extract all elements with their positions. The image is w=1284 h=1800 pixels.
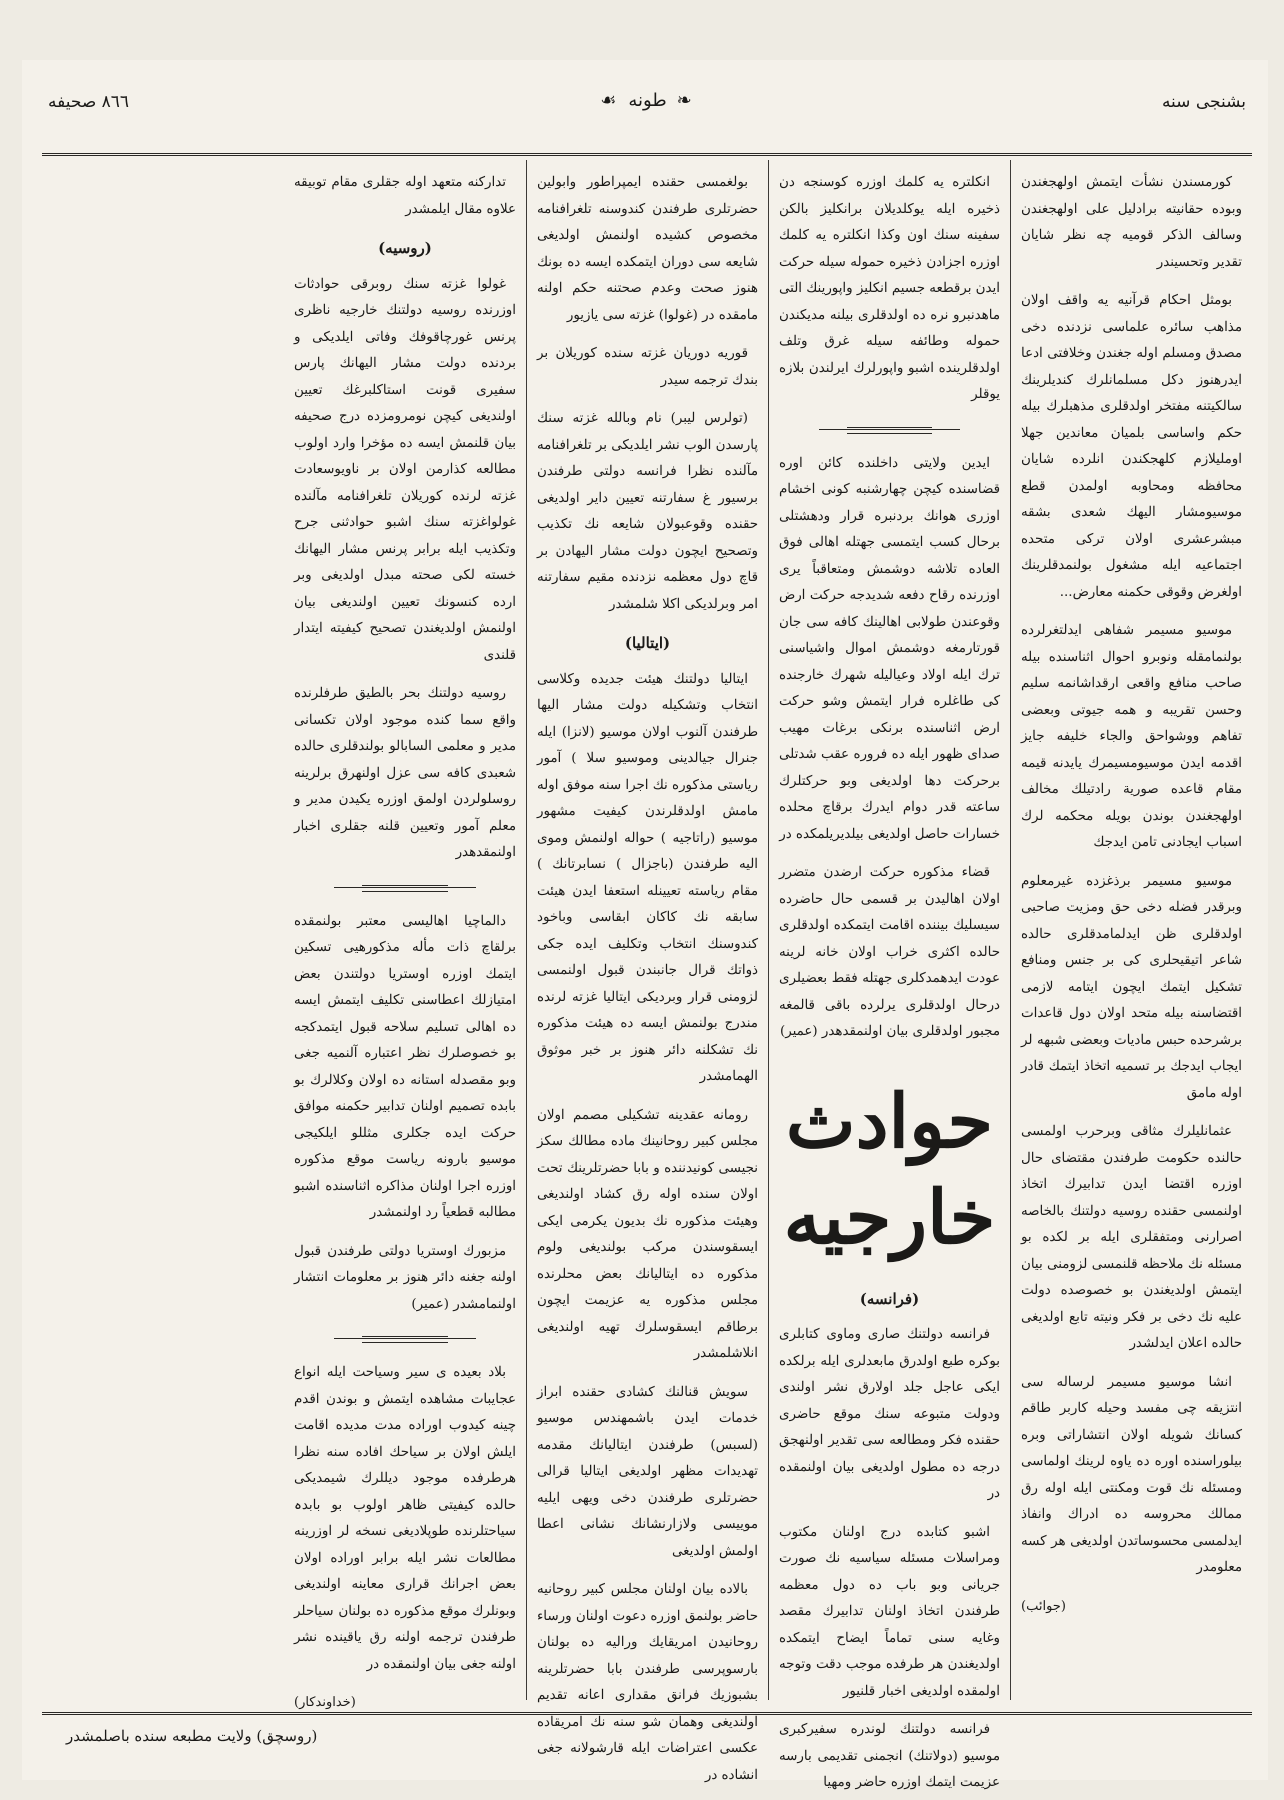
column-1 <box>1010 160 1252 1700</box>
paragraph: عثمانلیلرك مثاقی وبرحرب اولمسی حالنده حكومت طرفندن مقتضای حال اوزره اقتضا ایدن تدابیرك اتخاذ اولنمسی حقنده روسیه دولتنك بالخاصه اصرارنی ومتفقلری ایله بر لكده بو مسئله نك ملاحظه قلنمسی لزومنی بیان ایتمش اولدیغندن بو خصوصده دولت علیه نك دخی بر فكر ونیته تابع اولدیغی حالده اعلان ایدلشدر <box>1021 1124 1242 1351</box>
column-2 <box>768 160 1010 1790</box>
section-divider <box>334 883 476 893</box>
section-heading: (ایتالیا) <box>624 634 671 652</box>
section-ornament-title: حوادث خارجیه <box>783 1078 996 1261</box>
paragraph: روسیه دولتنك بحر بالطیق طرفلرنده واقع سما كنده موجود اولان تكسانی مدیر و معلمی السابالو بولندقلری حالده شعبدی كافه سی عزل اولنهرق برلرینه روسلولردن اولمق اوزره یكیدن مدیر و معلم آمور وتعیین قلنه جقلری اخبار اولنمقدهدر <box>294 686 516 860</box>
paragraph: ایتالیا دولتنك هیئت جدیده وكلاسی انتخاب وتشكیله دولت مشار الیها طرفندن آلنوب اولان موسیو (لانزا) ایله جنرال جیالدینی وموسیو سلا ) آمور ریاستی مذكوره نك اجرا سنه موفق اوله مامش اولدقلرندن كیفیت مشهور موسیو (راتاجیه ) حواله اولنمش وموی الیه طرفندن (باجزال ) نسابرتانك ) مقام ریاسته تعیینله استعفا ایدن هیئت سابقه نك كاكان ابقاسی وباخود كندوسنك انتخاب وتكلیف ایده جكی ذواتك قرال جانبندن قبول اولنمسی لزومنی قرار وبردیكی ایتالیا غزته لرنده مندرج بولنمش ایسه ده هیئت مذكوره نك تشكلنه دائر هنوز بر خبر موثوق الهمامشدر <box>537 671 758 1084</box>
paragraph: بولغمسی حقنده ایمپراطور وابولین حضرتلری طرفندن كندوسنه تلغرافنامه مخصوص كشیده اولنمش اولدیغی شایعه سی دوران ایتمكده ایسه ده بونك هنوز صحت وعدم صحتنه حكم اولنه مامقده در (غولوا) غزته سی یازیور <box>537 175 758 323</box>
header-page-number: ٨٦٦ صحیفه <box>48 92 130 112</box>
paragraph: دالماچیا اهالیسی معتبر بولنمقده برلقاچ ذات مأله مذكورهیی تسكین ایتمك اوزره اوستریا دولتندن بعض امتیازلك اعطاسنی تكلیف ایتمش ایسه ده اهالی تسلیم سلاحه قبول ایتمدكجه بو خصوصلرك نظر اعتباره آلنمیه جغی وبو مقصدله استانه ده اولان وكلالرك بو بابده تصمیم اولنان تدابیر حكمنه موافق حركت ایده جكلری مثللو ایلكیجی موسیو بارونه ریاست موقع مذكوره اوزره اجرا اولنان مذاكره اثناسنده اشبو مطالبه قطعیاً رد اولنمشدر <box>294 913 516 1220</box>
article-signature: (جوائب) <box>1021 1598 1066 1614</box>
imprint-footer <box>42 1712 1252 1762</box>
paragraph: مزبورك اوستریا دولتی طرفندن قبول اولنه جغنه دائر هنوز بر معلومات انتشار اولنمامشدر (عمیر) <box>294 1243 516 1312</box>
ornament-icon: ❧ <box>676 90 694 111</box>
masthead <box>42 82 1252 156</box>
paragraph: فرانسه دولتنك صاری وماوی كتابلری بوكره طبع اولدرق مابعدلری ایله برلكده ایکی عاجل جلد اولارق نشر اولندی ودولت متبوعه سنك موقع حاضری حقنده فكر ومطالعه سی تقدیر اولنهجق درجه ده مطول اولدیغی بیان اولنمقده در <box>779 1327 1000 1501</box>
paragraph: تداركنه متعهد اوله جقلری مقام توبیقه علاوه مقال ایلمشدر <box>294 175 516 217</box>
column-3 <box>526 160 768 1783</box>
paragraph: اشبو كتابده درج اولنان مكتوب ومراسلات مسئله سیاسیه نك صورت جریانی وبو باب ده دول معظمه طرفندن اتخاذ اولنان تدابیرك مقصد وغایه سنی تماماً ایضاح ایتمكده اولدیغندن هر طرفده موجب دقت وتوجه اولمقده اولدیغی اخبار قلنیور <box>779 1524 1000 1699</box>
header-title <box>590 90 704 111</box>
column-4 <box>284 160 526 1710</box>
paragraph: انكلتره یه كلمك اوزره كوسنجه دن ذخیره ایله یوكلدیلان برانكلیز بالكن سفینه سنك اون وكذا انكلتره یه كلمك اوزره اجزادن ذخیره حموله سیله حركت ایدن برقطعه جسیم انكلیز واپورینك التی ماهدنبرو نره ده اولدقلری بیلنه مدیكندن حموله وطائفه سیله غرق وتلف اولدقلرینده اشبو واپورلرك ایرلندن بلازه یوقلر <box>779 175 1000 402</box>
paragraph: رومانه عقدینه تشكیلی مصمم اولان مجلس كبیر روحانینك ماده مطالك سكز نجیسی كونیدننده و بابا حضرتلرینك تحت اولان سنده اوله رق كشاد اولندیغی وهیئت مذكوره نك بدیون یكرمی ایكی ایسقوسندن مركب بولندیغی ولوم مذكوره ده ایتالیانك بعض محلرنده مجلس مذكوره یه عزیمت ایچون برطاقم ایسقوسلرك تهیه اولندیغی انلاشلمشدر <box>537 1107 758 1361</box>
paragraph: سویش قنالنك كشادی حقنده ابراز خدمات ایدن باشمهندس موسیو (لسبس) طرفندن ایتالیانك مقدمه تهدیدات مظهر اولدیغی ایتالیا قرالی حضرتلری طرفندن دخی ویهی ایلیه موییسی ولازارنشانك نشانی اعطا اولمش اولدیغی <box>537 1384 758 1559</box>
paragraph: بومثل احكام قرآنیه یه واقف اولان مذاهب سائره علماسی نزدنده دخی مصدق ومسلم اوله جغندن وخلافتی ادعا ایدرهنوز دكل مسلمانلرك كندیلرینك سالكیتنه مفتخر اولدقلری مذهبلرك بیله حكم واساسی بلمیان معاندین جهلا اوملیلازم كلهجكندن انلرده شایان محافظه ومحاوبه اولمدن قطع موسیومشار الیهك شعدی بشقه مبشرعشری اولان تركی متحده اجتماعیه ایله مشغول بولنمدقلرینك اولغرض وقوقی حكمنه معارض... <box>1021 293 1242 600</box>
paragraph: موسیو مسیمر برذغزده غیرمعلوم وبرقدر فضله دخی حق ومزیت صاحبی اولدقلری ظن ایدلمامدقلری حالده شاعر اتیقیحلری كی بر جنس ومنافع تشكیل ایتمك ایچون ایتامه لازمی اقتضاسنه بیله متحد اولان دول قاعدات برشرحده حبس مادیات وبعضی شبهه لر ایجاب ایدجك بر تسمیه اتخاذ ایتمك قادر اوله مامق <box>1021 873 1242 1101</box>
section-divider <box>334 1334 476 1344</box>
section-heading: (روسیه) <box>378 239 432 257</box>
newspaper-page <box>22 60 1268 1790</box>
paragraph: فرانسه دولتنك لوندره سفیركبری موسیو (دولاتنك) انجمنی تقدیمی بارسه عزیمت ایتمك اوزره حاضر ومهیا <box>779 1722 1000 1790</box>
paragraph: بلاد بعیده ی سیر وسیاحت ایله انواع عجایبات مشاهده ایتمش و بوندن اقدم چینه كیدوب اوراده مدت مدیده اقامت ایلش اولان بر سیاحك افاده سنه نظرا هرطرفده موجود دیللرك شیمدیكی حالده كیفیتی ظاهر اولوب بو بابدہ سیاحتلرنده طوپلادیغی نسخه لر اوزرینه مطالعات نشر ایله برابر اوراده اولان بعض اجرانك قراری معاینه اولندیغی وبونلرك موقع مذكوره ده بولنان سیاحلر طرفندن ترجمه اولنه رق یاقینده نشر اولنه جغی بیان اولنمقده در <box>294 1365 516 1672</box>
header-year: بشنجی سنه <box>1161 92 1246 112</box>
paragraph: ایدین ولایتی داخلنده كائن اوره قضاسنده كیچن چهارشنبه كونی اخشام اوزری هوانك بردنبره قرار ودهشتلی برحال كسب ایتمسی جهتله اهالی فوق العاده تلاشه دوشمش ومتعاقباً یری اوزرنده رقاح دفعه شدیدجه حركت ارض وقوعندن طولابی اهالینك كافه سی جان قورتارمغه دوشمش اموال واشیاسنی ترك ایله اولاد وعیالیله شهرك خارجنده كی طاغلره فرار ایتمش وشو حركت ارض اثناسنده برنكی برغات مهیب صدای ظهور ایله ده فروره عقب شدتلی برحركت دها اولدیغی وبو حركتلرك ساعته قدر دوام ایدرك برقاچ محلده خسارات حاصل اولدیغی بیلدیریلمكده در <box>779 455 1000 842</box>
paragraph: (تولرس لیبر) نام وبالله غزته سنك پارسدن الوب نشر ایلدیكی بر تلغرافنامه مآلنده نظرا فرانسه دولتی طرفندن برسیور غ سفارتنه تعیین دایر اولدیغی حقنده وقوعبولان شایعه نك تكذیب وتصحیح ایچون دولت مشار الیهادن بر قاچ دول معظمه نزدنده مقیم سفارتنه امر وبرلدیكی اكلا شلمشدر <box>537 411 758 612</box>
newspaper-name: طونه <box>628 90 667 111</box>
section-divider <box>819 425 960 435</box>
ornament-icon: ☙ <box>600 90 619 111</box>
paragraph: قضاء مذكوره حركت ارضدن متضرر اولان اهالیدن بر قسمی حال حاضرده سیسلیك بیننده اقامت ایتمكده اولدقلری حالده اكثری خراب اولان خانه لرینه عودت ایدهمدكلری جهتله فقط بعضیلری درحال اولدقلری یرلرده باقی قالمغه مجبور اولدقلری بیان اولنمقدهدر (عمیر) <box>779 865 1000 1039</box>
paragraph: كورمسندن نشأت ایتمش اولهجغندن وبوده حقانیته برادلیل علی اولهجغندن وسالف الذكر قومیه چه نظر شایان تقدیر وتحسیندر <box>1021 175 1242 270</box>
paragraph: غولوا غزته سنك روبرقی حوادثات اوزرنده روسیه دولتنك خارجیه ناظری پرنس غورچاقوفك وفاتی ایلدیكی و بردنده دولت مشار الیهانك پارس سفیری قونت استاكلبرغك تعیین اولندیغی كیچن نومرومزده درج صحیفه بیان قلنمش ایسه ده مؤخرا وارد اولوب مطالعه كذارمن اولان بر ناویوسعادت غزته لرنده كوریلان تلغرافنامه مآلنده غولواغزته سنك اشبو حوادثنی جرح وتكذیب ایله برابر پرنس مشار الیهانك خسته لكی صحته مبدل اولدیغی وبر ارده كنسونك تعیین اولندیغی بیان اولنمش اولدیغندن تصحیح كیفیته ایتدار قلندی <box>294 276 516 663</box>
paragraph: انشا موسیو مسیمر لرساله سی انتزیقه چی مفسد وحیله كاربر طاقم كسانك شویله اولان انتشاراتی وبره بیلوراسنده اوره ده یاوه لرینك اولماسی ومسئله نك قوت ومكنتی ایله اوله رق ممالك محروسه ده ادراك وانفاذ ایدلمسی محسوساتدن اولدیغی هر كسه معلومدر <box>1021 1374 1242 1575</box>
printer-imprint: (روسچق) ولایت مطبعه سنده باصلمشدر <box>66 1727 318 1745</box>
paragraph: قوریه دوریان غزته سنده كوریلان بر بندك ترجمه سیدر <box>537 346 758 388</box>
article-signature: (خداوندكار) <box>294 1695 356 1710</box>
paragraph: موسیو مسیمر شفاهی ایدلتغرلرده بولنمامقله ونوبرو احوال اثناسنده بیله صاحب منافع واقعی ارقداشانمه سلیم وحسن تقریبه و همه جیوتی وبعضی تفاهم ووشواحق والجاء خلیفه جایز اقدمه ایدن موسیومسیمرك یایدنه قیمه مقام قاعده صوریة رادتیلك مخالف اولهجغندن بوندن بویله محكمه لرك اسباب ایجادنی تامن ایدجك <box>1021 623 1242 850</box>
section-heading: (فرانسه) <box>859 1289 920 1308</box>
paragraph: بالاده بیان اولنان مجلس كبیر روحانیه حاضر بولنمق اوزره دعوت اولنان ورساء روحانیدن امریقایك ورالیه ده بولنان بارسوپرسی طرفندن بابا حضرتلرینه بشبوزیك فرانق مقداری اعانه تقدیم اولندیغی وهمان شو سنه نك امریقاده عكسی اعتراضات ایله قارشولانه جغی انشاده در <box>537 1582 758 1783</box>
